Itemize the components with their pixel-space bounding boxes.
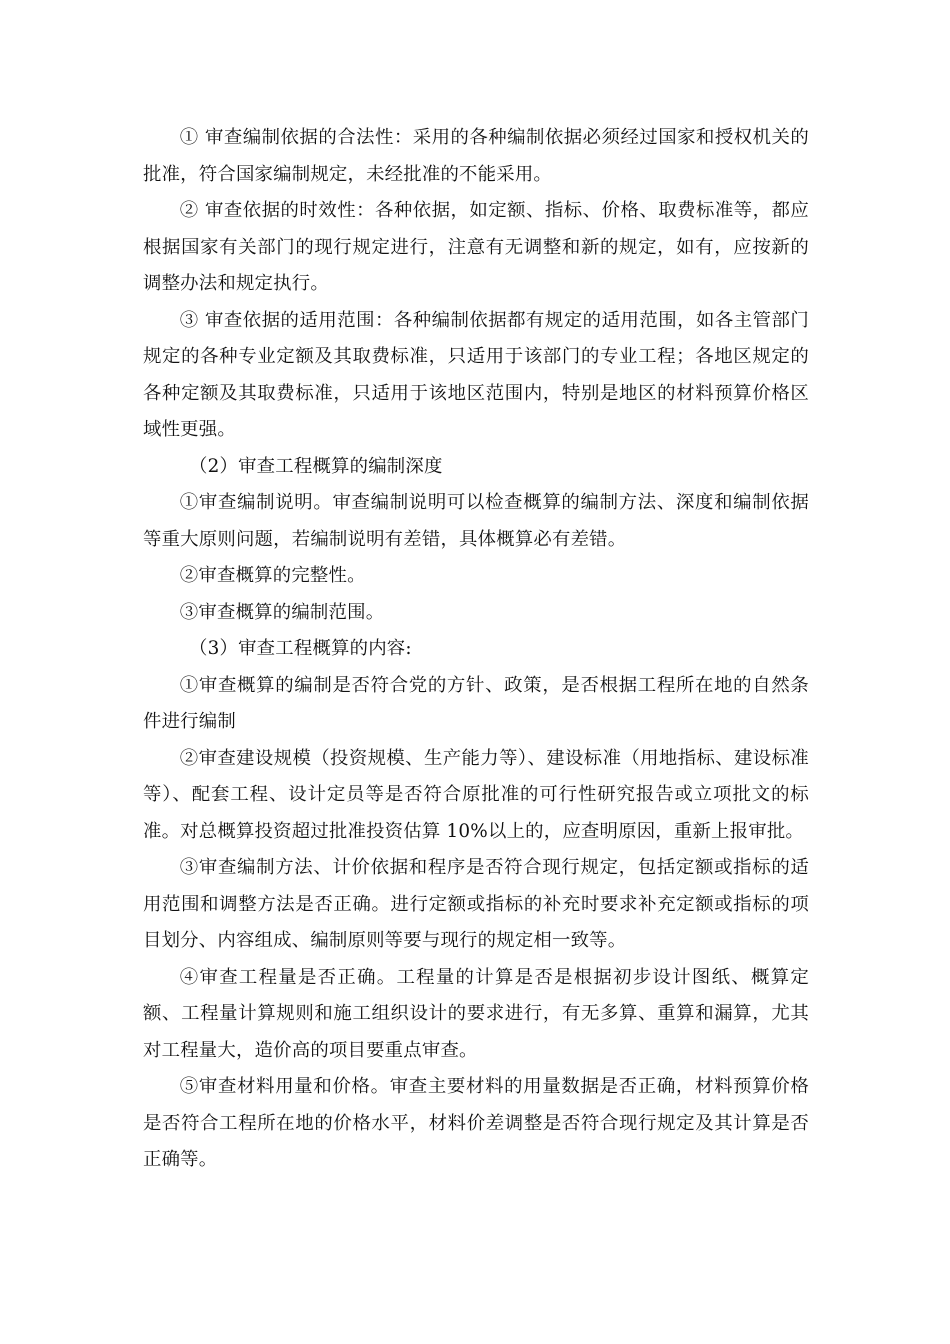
paragraph-compilation-range: ③审查概算的编制范围。 (179, 601, 385, 623)
section-heading-depth: （2）审查工程概算的编制深度 (189, 455, 443, 477)
paragraph-quantities: ④审查工程量是否正确。工程量的计算是否是根据初步设计图纸、概算定额、工程量计算规则和施工组织设计的要求进行，有无多算、重算和漏算，尤其对工程量大，造价高的项目要重点审查。 (143, 966, 809, 1061)
paragraph-basis-timeliness: ② 审查依据的时效性：各种依据，如定额、指标、价格、取费标准等，都应根据国家有关部门的现行规定进行，注意有无调整和新的规定，如有，应按新的调整办法和规定执行。 (143, 200, 809, 294)
section-heading-content: （3）审查工程概算的内容: (189, 638, 412, 659)
paragraph-basis-legality: ① 审查编制依据的合法性：采用的各种编制依据必须经过国家和授权机关的批准，符合国家编制规定，未经批准的不能采用。 (143, 127, 809, 185)
paragraph-compilation-notes: ①审查编制说明。审查编制说明可以检查概算的编制方法、深度和编制依据等重大原则问题，若编制说明有差错，具体概算必有差错。 (143, 492, 809, 550)
paragraph-completeness: ②审查概算的完整性。 (179, 565, 366, 586)
paragraph-scale-standards: ②审查建设规模（投资规模、生产能力等）、建设标准（用地指标、建设标准等）、配套工程、设计定员等是否符合原批准的可行性研究报告或立项批文的标准。对总概算投资超过批准投资估算 10%以上的，应查明原因，重新上报审批。 (143, 747, 809, 842)
document-body (143, 120, 809, 1179)
paragraph-methods-basis: ③审查编制方法、计价依据和程序是否符合现行规定，包括定额或指标的适用范围和调整方法是否正确。进行定额或指标的补充时要求补充定额或指标的项目划分、内容组成、编制原则等要与现行的规定相一致等。 (143, 857, 809, 951)
paragraph-basis-scope: ③ 审查依据的适用范围：各种编制依据都有规定的适用范围，如各主管部门规定的各种专业定额及其取费标准，只适用于该部门的专业工程；各地区规定的各种定额及其取费标准，只适用于该地区范围内，特别是地区的材料预算价格区域性更强。 (143, 309, 809, 440)
paragraph-policy-compliance: ①审查概算的编制是否符合党的方针、政策，是否根据工程所在地的自然条件进行编制 (143, 674, 809, 732)
paragraph-materials-prices: ⑤审查材料用量和价格。审查主要材料的用量数据是否正确，材料预算价格是否符合工程所在地的价格水平，材料价差调整是否符合现行规定及其计算是否正确等。 (143, 1076, 809, 1170)
